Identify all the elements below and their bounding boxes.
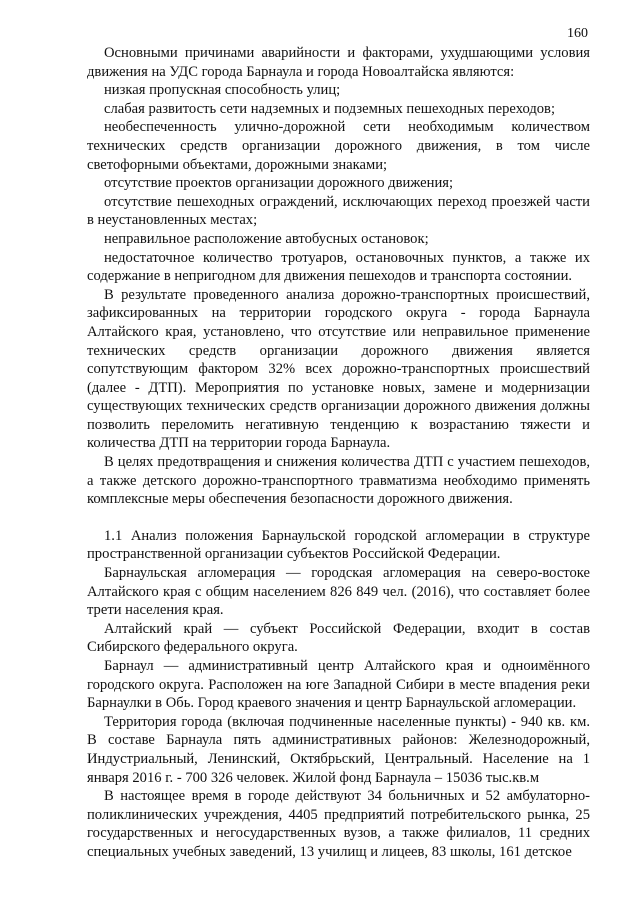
section-heading: 1.1 Анализ положения Барнаульской городской агломерации в структуре пространственной организации субъектов Российской Федерации. bbox=[87, 527, 590, 563]
institutions-paragraph: В настоящее время в городе действуют 34 больничных и 52 амбулаторно-поликлинических учреждения, 4405 предприятий потребительского рынка, 25 государственных и негосударственных вузов, а также филиалов, 11 средних специальных учебных заведений, 13 училищ и лицеев, 83 школы, 161 детское bbox=[87, 788, 590, 860]
measures-paragraph: В целях предотвращения и снижения количества ДТП с участием пешеходов, а также детского дорожно-транспортного травматизма необходимо применять комплексные меры обеспечения безопасности дорожного движения. bbox=[87, 454, 590, 508]
list-item: низкая пропускная способность улиц; bbox=[104, 82, 341, 99]
barnaul-paragraph: Барнаул — административный центр Алтайского края и одноимённого городского округа. Расположен на юге Западной Сибири в месте впадения реки Барнаулки в Обь. Город краевого значения и центр Барнаульской агломерации. bbox=[87, 658, 590, 712]
list-item: неправильное расположение автобусных остановок; bbox=[104, 230, 429, 247]
territory-paragraph: Территория города (включая подчиненные населенные пункты) - 940 кв. км. В составе Барнаула пять административных районов: Железнодорожный, Индустриальный, Ленинский, Октябрьский, Центральный. Население на 1 января 2016 г. - 700 326 человек. Жилой фонд Барнаула – 15036 тыс.кв.м bbox=[87, 713, 590, 786]
list-item: недостаточное количество тротуаров, остановочных пунктов, а также их содержание в непригодном для движения пешеходов и транспорта состоянии. bbox=[87, 249, 590, 285]
analysis-paragraph: В результате проведенного анализа дорожно-транспортных происшествий, зафиксированных на территории городского округа - города Барнаула Алтайского края, установлено, что отсутствие или неправильное применение технических средств организации дорожного движения является сопутствующим фактором 32% всех дорожно-транспортных происшествий (далее - ДТП). Мероприятия по установке новых, замене и модернизации существующих технических средств организации дорожного движения должны позволить переломить негативную тенденцию к возрастанию тяжести и количества ДТП на территории города Барнаула. bbox=[87, 286, 590, 452]
page-number: 160 bbox=[567, 26, 588, 41]
intro-paragraph: Основными причинами аварийности и факторами, ухудшающими условия движения на УДС города Барнаула и города Новоалтайска являются: bbox=[87, 45, 590, 80]
list-item: отсутствие пешеходных ограждений, исключающих переход проезжей части в неустановленных местах; bbox=[87, 193, 590, 229]
agglomeration-paragraph: Барнаульская агломерация — городская агломерация на северо-востоке Алтайского края с общим населением 826 849 чел. (2016), что составляет более трети населения края. bbox=[87, 565, 590, 619]
list-item: необеспеченность улично-дорожной сети необходимым количеством технических средств организации дорожного движения, в том числе светофорными объектами, дорожными знаками; bbox=[87, 119, 590, 173]
document-body bbox=[87, 44, 590, 862]
list-item: слабая развитость сети надземных и подземных пешеходных переходов; bbox=[104, 100, 555, 117]
list-item: отсутствие проектов организации дорожного движения; bbox=[104, 175, 454, 192]
region-paragraph: Алтайский край — субъект Российской Федерации, входит в состав Сибирского федерального округа. bbox=[87, 620, 590, 656]
